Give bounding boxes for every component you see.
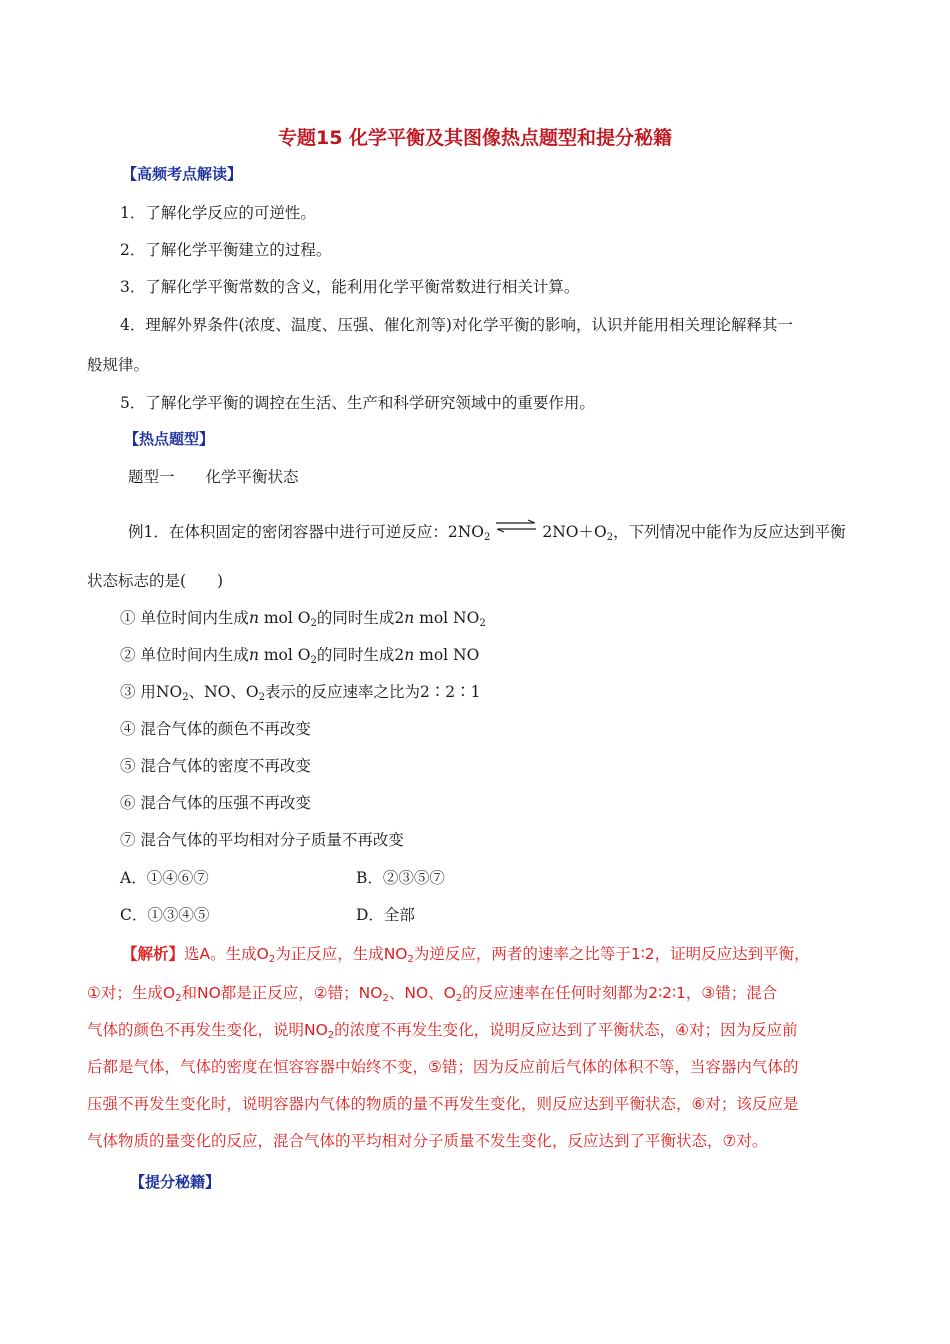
subscript: 2	[268, 954, 276, 965]
section-high-frequency: 【高频考点解读】	[122, 165, 243, 183]
statement-text: 的同时生成2	[316, 609, 405, 627]
analysis-text: 的反应速率在任何时刻都为2∶2∶1，③错；混合	[462, 984, 778, 1002]
subscript: 2	[484, 532, 491, 543]
statement-text: ② 单位时间内生成	[120, 646, 249, 664]
analysis-line-3	[87, 1018, 798, 1041]
statement-text: 、NO、O	[188, 683, 259, 701]
option-d: D．全部	[356, 906, 415, 924]
subscript: 2	[606, 532, 614, 543]
option-b: B．②③⑤⑦	[356, 869, 445, 887]
analysis-text: 气体的颜色不再发生变化，说明NO	[87, 1021, 328, 1039]
objective-1: 1．了解化学反应的可逆性。	[120, 204, 316, 222]
analysis-line-2	[87, 981, 777, 1004]
statement-5: ⑤ 混合气体的密度不再改变	[120, 757, 311, 775]
subscript: 2	[310, 655, 317, 666]
analysis-text: 为逆反应，两者的速率之比等于1∶2，证明反应达到平衡，	[413, 945, 810, 963]
page-title: 专题15 化学平衡及其图像热点题型和提分秘籍	[277, 127, 673, 149]
variable-n: n	[248, 646, 259, 664]
example-1-line-2: 状态标志的是( )	[87, 572, 224, 590]
analysis-text: 的浓度不再发生变化，说明反应达到了平衡状态，④对；因为反应前	[334, 1021, 798, 1039]
statement-text: 的同时生成2	[316, 646, 405, 664]
subscript: 2	[407, 954, 414, 965]
statement-4: ④ 混合气体的颜色不再改变	[120, 720, 311, 738]
option-a: A．①④⑥⑦	[120, 869, 209, 887]
objective-4: 4．理解外界条件(浓度、温度、压强、催化剂等)对化学平衡的影响，认识并能用相关理论解释其一	[120, 316, 793, 334]
objective-3: 3．了解化学平衡常数的含义，能利用化学平衡常数进行相关计算。	[120, 278, 580, 296]
subscript: 2	[479, 618, 486, 629]
subscript: 2	[310, 618, 317, 629]
statement-2	[120, 643, 479, 666]
analysis-text: 、NO、O	[388, 984, 456, 1002]
variable-n: n	[404, 609, 415, 627]
statement-text: mol NO	[414, 646, 480, 664]
analysis-label: 【解析】	[122, 945, 185, 963]
subscript: 2	[182, 692, 189, 703]
statement-text: mol O	[258, 646, 311, 664]
statement-text: 表示的反应速率之比为2∶2∶1	[264, 683, 481, 701]
statement-1	[120, 606, 486, 629]
example-prefix: 例1．在体积固定的密闭容器中进行可逆反应：2NO	[128, 523, 484, 541]
objective-2: 2．了解化学平衡建立的过程。	[120, 241, 332, 259]
analysis-text: 选A。生成O	[184, 945, 269, 963]
analysis-text: 和NO都是正反应，②错；NO	[181, 984, 383, 1002]
analysis-line-1	[122, 942, 810, 965]
subscript: 2	[258, 692, 265, 703]
statement-text: ① 单位时间内生成	[120, 609, 249, 627]
statement-7: ⑦ 混合气体的平均相对分子质量不再改变	[120, 831, 404, 849]
subscript: 2	[382, 993, 389, 1004]
objective-4-continued: 般规律。	[87, 356, 150, 374]
analysis-line-5: 压强不再发生变化时，说明容器内气体的物质的量不再发生变化，则反应达到平衡状态，⑥对；该反应是	[87, 1095, 799, 1113]
example-1-line-1	[128, 519, 846, 543]
statement-3	[120, 680, 481, 703]
question-type-heading: 题型一 化学平衡状态	[128, 468, 299, 486]
statement-text: mol NO	[414, 609, 480, 627]
example-products: 2NO＋O	[542, 523, 607, 541]
analysis-line-4: 后都是气体，气体的密度在恒容容器中始终不变，⑤错；因为反应前后气体的体积不等，当容器内气体的	[87, 1058, 799, 1076]
option-c: C．①③④⑤	[120, 906, 210, 924]
example-suffix: ，下列情况中能作为反应达到平衡	[613, 523, 846, 541]
variable-n: n	[404, 646, 415, 664]
subscript: 2	[175, 993, 182, 1004]
statement-text: ③ 用NO	[120, 683, 183, 701]
variable-n: n	[248, 609, 259, 627]
subscript: 2	[455, 993, 463, 1004]
analysis-text: 为正反应，生成NO	[275, 945, 408, 963]
section-tips: 【提分秘籍】	[130, 1173, 221, 1191]
subscript: 2	[327, 1030, 335, 1041]
statement-text: mol O	[258, 609, 311, 627]
statement-6: ⑥ 混合气体的压强不再改变	[120, 794, 311, 812]
reversible-arrow-icon	[494, 519, 538, 533]
objective-5: 5．了解化学平衡的调控在生活、生产和科学研究领域中的重要作用。	[120, 394, 595, 412]
analysis-line-6: 气体物质的量变化的反应，混合气体的平均相对分子质量不发生变化，反应达到了平衡状态，⑦对。	[87, 1132, 768, 1150]
analysis-text: ①对；生成O	[87, 984, 176, 1002]
section-hot-types: 【热点题型】	[124, 430, 215, 448]
